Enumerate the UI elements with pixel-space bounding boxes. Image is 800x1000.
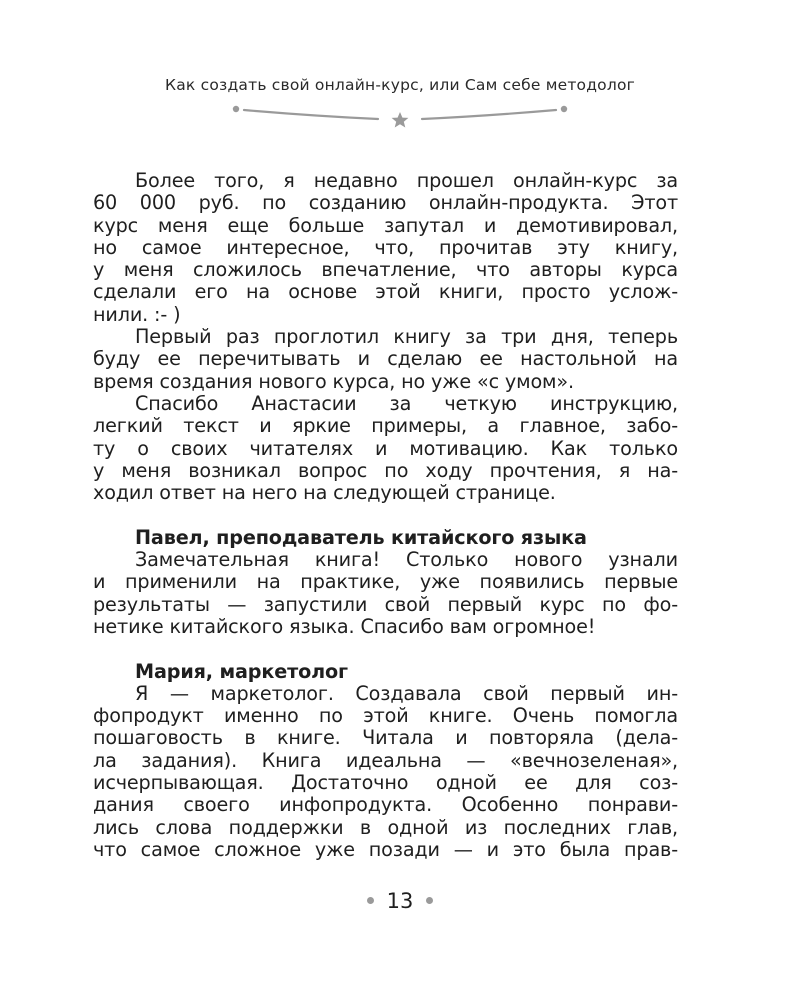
text-line: нетике китайского языка. Спасибо вам огромное! [93, 614, 596, 638]
text-line: и применили на практике, уже появились первые [93, 570, 678, 594]
text-line: пошаговость в книге. Читала и повторяла (дела- [93, 726, 678, 750]
text-line: что самое сложное уже позади — и это была прав- [93, 837, 678, 861]
page-folio [0, 889, 800, 917]
folio-dot-left [367, 897, 374, 904]
text-line: лись слова поддержки в одной из последних глав, [93, 815, 678, 839]
text-line: у меня возникал вопрос по ходу прочтения, я на- [93, 458, 678, 482]
text-line: буду ее перечитывать и сделаю ее настольной на [93, 347, 678, 371]
page-number: 13 [386, 889, 414, 913]
review-author-heading: Павел, преподаватель китайского языка [135, 525, 587, 549]
text-line: результаты — запустили свой первый курс по фо- [93, 592, 678, 616]
text-line: ту о своих читателях и мотивацию. Как только [93, 436, 678, 460]
text-line: Первый раз проглотил книгу за три дня, теперь [135, 325, 678, 349]
text-line: ходил ответ на него на следующей странице. [93, 481, 556, 505]
text-line: нили. :- ) [93, 302, 181, 326]
paragraph-gap [93, 504, 678, 526]
paragraph-gap [93, 638, 678, 660]
star-divider-icon [228, 100, 572, 130]
text-line: у меня сложилось впечатление, что авторы курса [93, 258, 678, 282]
text-line: дания своего инфопродукта. Особенно понрави- [93, 793, 678, 817]
text-line: но самое интересное, что, прочитав эту книгу, [93, 235, 678, 259]
text-line: исчерпывающая. Достаточно одной ее для соз- [93, 771, 678, 795]
text-line: 60 000 руб. по созданию онлайн-продукта. Этот [93, 191, 678, 215]
text-line: Я — маркетолог. Создавала свой первый ин- [135, 681, 678, 705]
folio-dot-right [426, 897, 433, 904]
text-line: Спасибо Анастасии за четкую инструкцию, [135, 391, 678, 415]
text-line: фопродукт именно по этой книге. Очень помогла [93, 704, 678, 728]
text-line: Замечательная книга! Столько нового узнали [135, 548, 678, 572]
running-title: Как создать свой онлайн-курс, или Сам себе методолог [165, 76, 635, 94]
text-line: курс меня еще больше запутал и демотивировал, [93, 213, 678, 237]
review-author-heading: Мария, маркетолог [135, 659, 348, 683]
text-line: время создания нового курса, но уже «с умом». [93, 369, 574, 393]
text-line: ла задания). Книга идеальна — «вечнозеленая», [93, 748, 678, 772]
text-line: сделали его на основе этой книги, просто услож- [93, 280, 678, 304]
text-line: легкий текст и яркие примеры, а главное, забо- [93, 414, 678, 438]
text-line: Более того, я недавно прошел онлайн-курс за [135, 169, 678, 192]
page-body-text [93, 170, 678, 861]
